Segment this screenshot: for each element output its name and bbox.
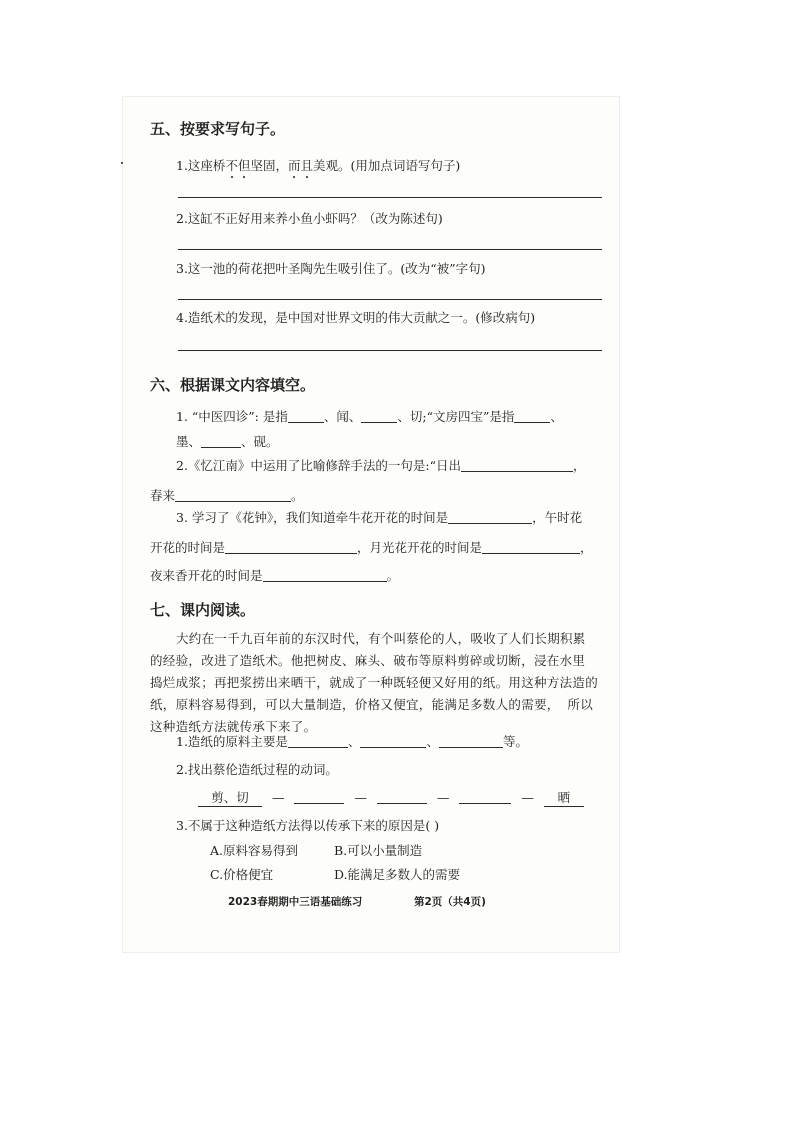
s5-answer-line-2[interactable]: [178, 249, 602, 250]
option-d[interactable]: D.能满足多数人的需要: [334, 867, 461, 882]
s5-question-4: 4.造纸术的发现，是中国对世界文明的伟大贡献之一。(修改病句): [176, 310, 536, 325]
passage-line-5: 这种造纸方法就传承下来了。: [150, 719, 317, 734]
process-chain: 剪、切 — — — — 晒: [198, 792, 584, 807]
option-c[interactable]: C.价格便宜: [210, 867, 274, 882]
section-6-title: 六、根据课文内容填空。: [150, 376, 316, 394]
s7-question-1: 1.造纸的原料主要是 、 、 等。: [176, 734, 528, 749]
s5-answer-line-1[interactable]: [178, 197, 602, 198]
blank-yelaixiang[interactable]: [263, 581, 387, 582]
passage-line-3: 捣烂成浆；再把浆捞出来晒干，就成了一种既轻便又好用的纸。用这种方法造的: [150, 675, 599, 690]
blank-qianniuhua[interactable]: [448, 523, 532, 524]
blank-material-2[interactable]: [360, 747, 426, 748]
s5-question-2: 2.这缸不正好用来养小鱼小虾吗？（改为陈述句): [176, 211, 443, 226]
s6-question-2-line-1: 2.《忆江南》中运用了比喻修辞手法的一句是:“日出 ，: [176, 458, 586, 473]
blank-material-1[interactable]: [288, 747, 348, 748]
passage-line-1: 大约在一千九百年前的东汉时代，有个叫蔡伦的人，吸收了人们长期积累: [176, 631, 586, 646]
section-5-title: 五、按要求写句子。: [150, 120, 286, 138]
passage-line-2: 的经验，改进了造纸术。他把树皮、麻头、破布等原料剪碎或切断，浸在水里: [150, 653, 586, 668]
blank-sibao-1[interactable]: [514, 422, 550, 423]
s5-question-3: 3.这一池的荷花把叶圣陶先生吸引住了。(改为“被”字句): [176, 261, 486, 276]
s5-question-1: 1.这座桥不但坚固，而且美观。(用加点词语写句子): [176, 158, 461, 173]
s6-question-3-line-3: 夜来香开花的时间是 。: [150, 568, 400, 583]
blank-material-3[interactable]: [439, 747, 503, 748]
footer-page-number: 第2页（共4页): [414, 896, 486, 908]
s5-answer-line-4[interactable]: [178, 350, 602, 351]
blank-sizhen-2[interactable]: [361, 422, 397, 423]
scan-speck: [121, 162, 123, 164]
process-step-last: 晒: [544, 792, 584, 807]
process-step-blank-3[interactable]: [459, 803, 511, 804]
s5-answer-line-3[interactable]: [178, 299, 602, 300]
option-a[interactable]: A.原料容易得到: [210, 843, 299, 858]
blank-sibao-2[interactable]: [201, 447, 241, 448]
passage-line-4: 纸，原料容易得到，可以大量制造，价格又便宜，能满足多数人的需要， 所以: [150, 697, 594, 712]
process-step-blank-1[interactable]: [294, 803, 344, 804]
process-step-first: 剪、切: [198, 792, 262, 807]
process-step-blank-2[interactable]: [377, 803, 427, 804]
s7-question-3: 3.不属于这种造纸方法得以传承下来的原因是( ): [176, 818, 440, 833]
blank-richu[interactable]: [461, 471, 573, 472]
s6-question-3-line-2: 开花的时间是 ，月光花开花的时间是 ，: [150, 540, 593, 555]
footer-exam-title: 2023春期期中三语基础练习: [228, 896, 363, 908]
blank-chunlai[interactable]: [175, 501, 291, 502]
s6-question-1-line-2: 墨、 、砚。: [176, 434, 279, 449]
blank-wushihua[interactable]: [225, 553, 357, 554]
s7-question-2: 2.找出蔡伦造纸过程的动词。: [176, 762, 338, 777]
section-7-title: 七、课内阅读。: [150, 601, 256, 619]
s6-question-2-line-2: 春来 。: [150, 488, 304, 503]
s6-question-3-line-1: 3. 学习了《花钟》，我们知道牵牛花开花的时间是 ，午时花: [176, 510, 583, 525]
option-b[interactable]: B.可以小量制造: [334, 843, 423, 858]
blank-sizhen-1[interactable]: [288, 422, 324, 423]
blank-yueguanghua[interactable]: [482, 553, 580, 554]
s6-question-1-line-1: 1. “中医四诊”: 是指 、闻、 、切;“文房四宝”是指 、: [176, 409, 563, 424]
